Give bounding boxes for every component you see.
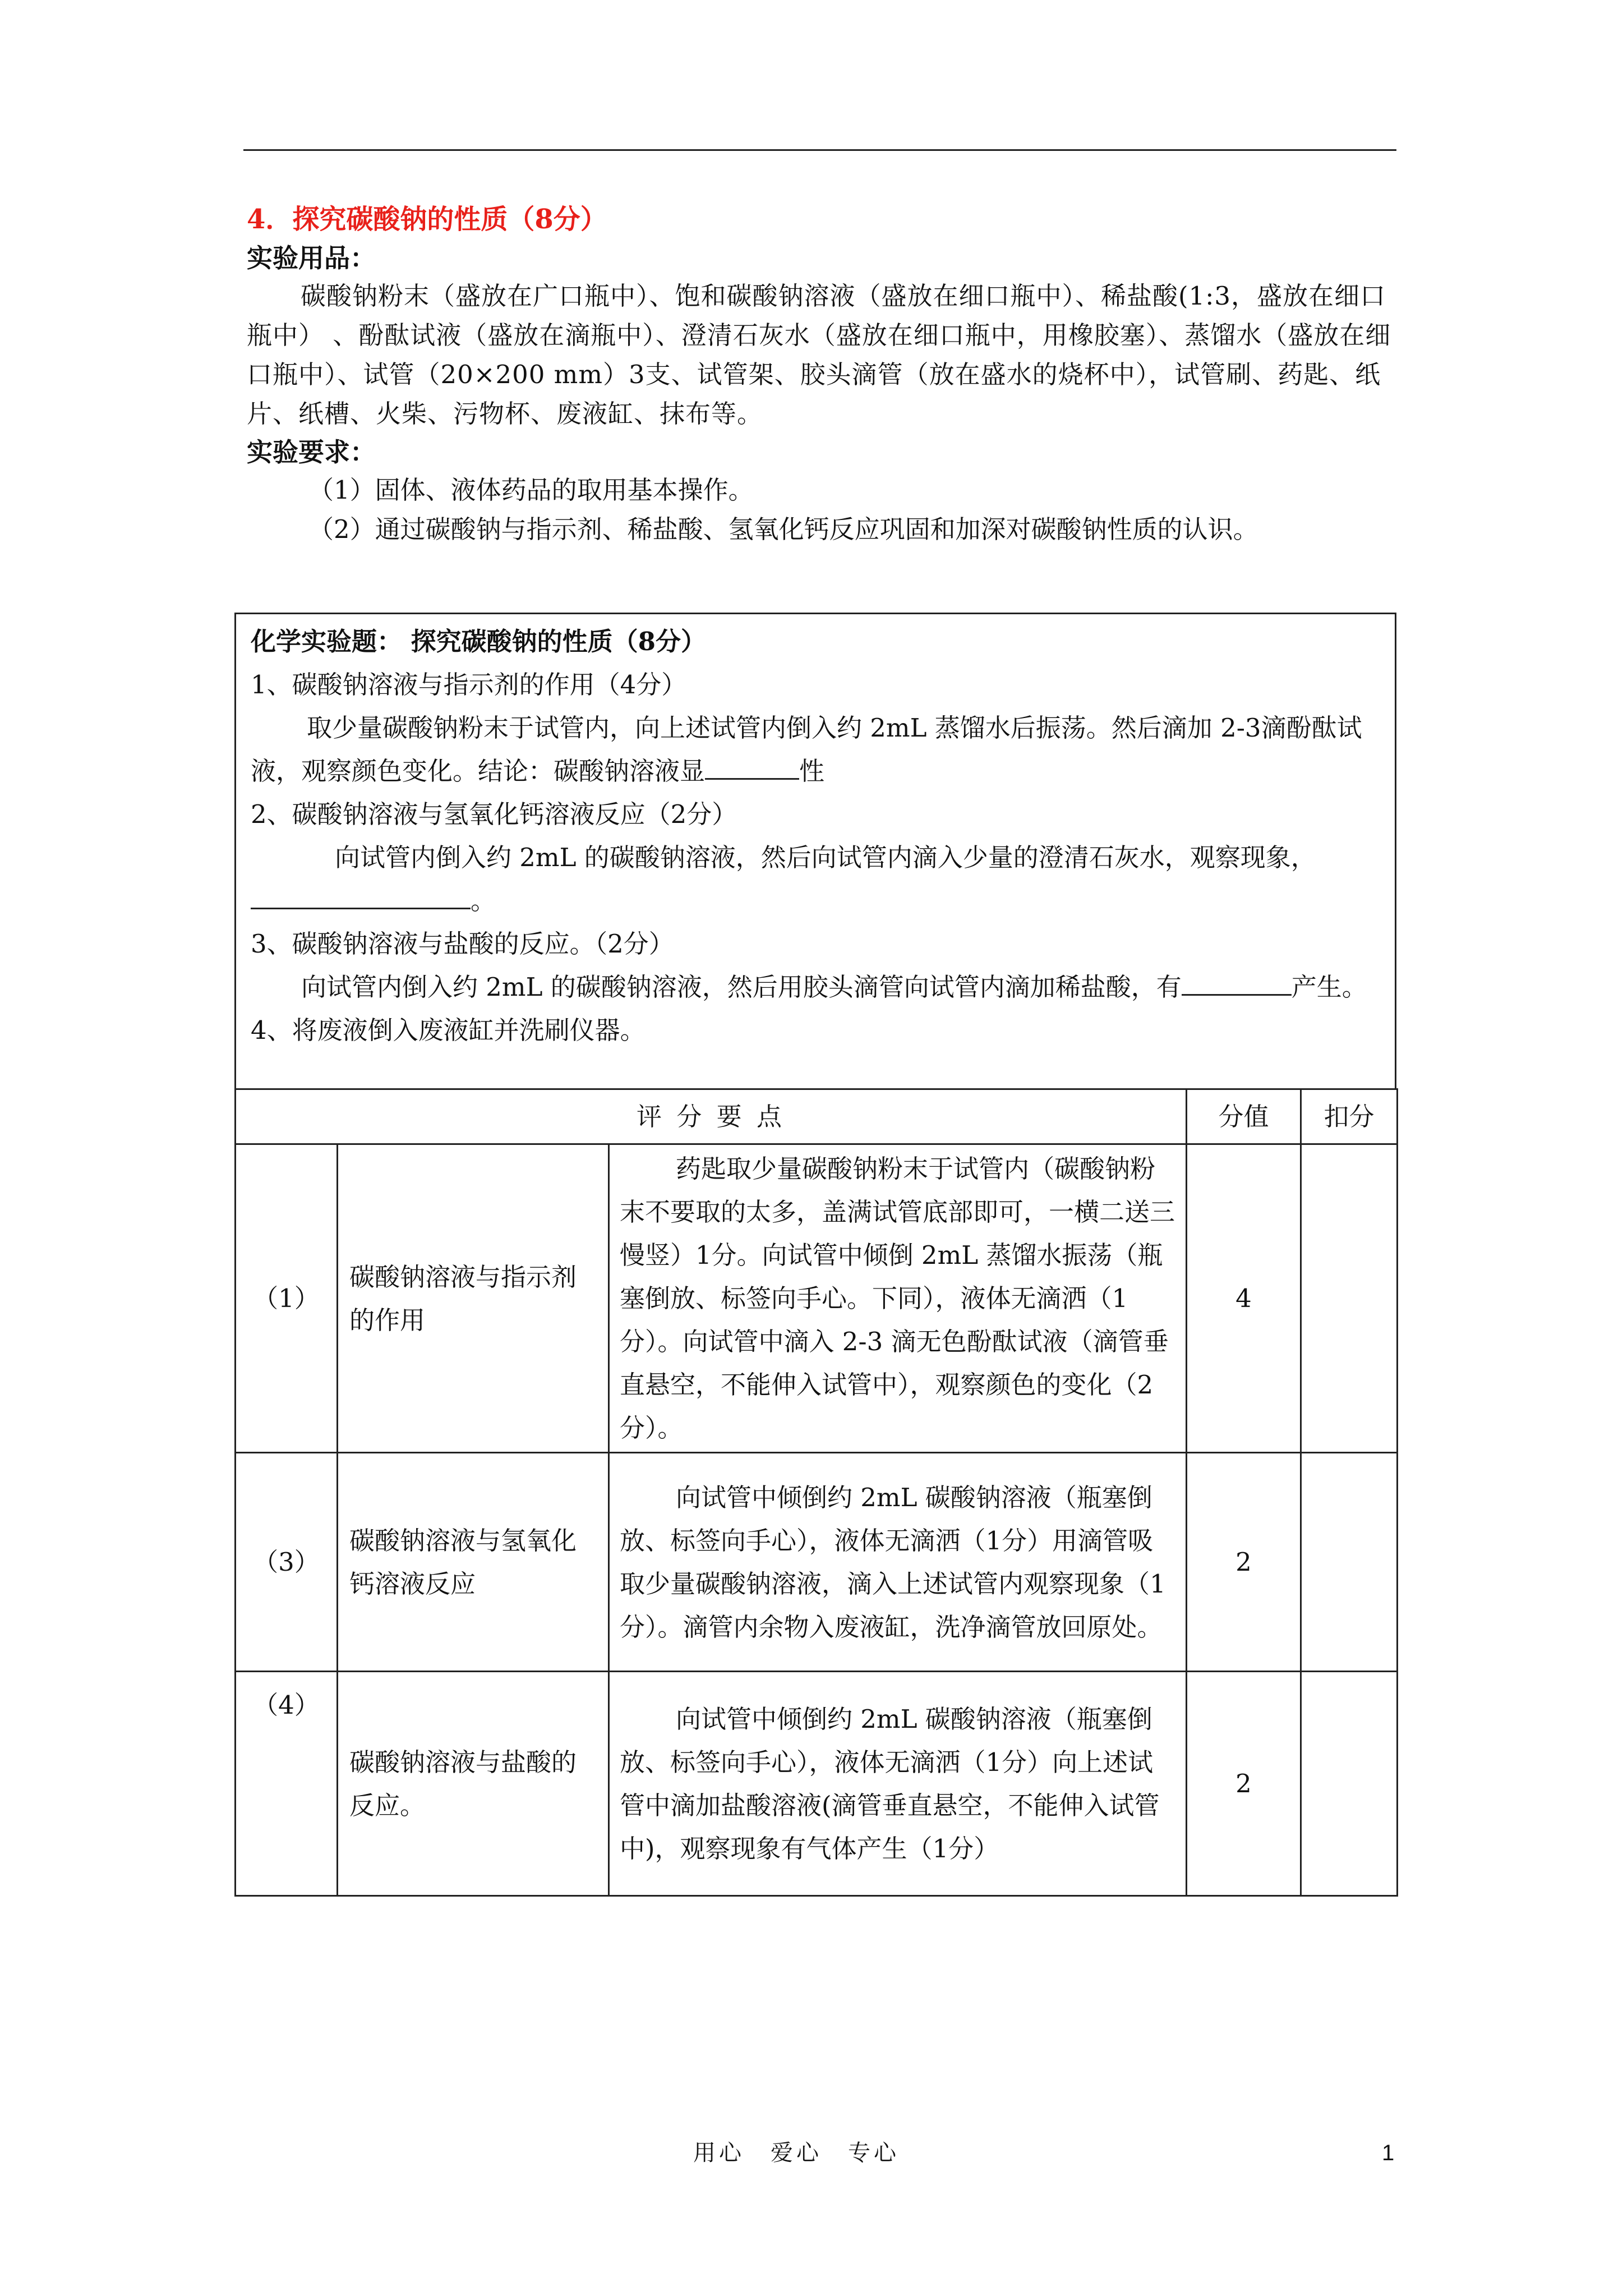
scoring-table	[234, 1088, 1398, 1897]
step1-text-line	[251, 706, 1384, 793]
step1-answer-blank[interactable]	[705, 754, 799, 780]
step2-text: 向试管内倒入约 2mL 的碳酸钠溶液，然后向试管内滴入少量的澄清石灰水，观察现象，	[335, 843, 1316, 872]
row-item: 碳酸钠溶液与氢氧化钙溶液反应	[338, 1453, 609, 1672]
row-number: （1）	[236, 1144, 338, 1453]
table-row	[236, 1672, 1398, 1896]
step3-answer-blank[interactable]	[1182, 970, 1292, 996]
step3-suffix: 产生。	[1291, 972, 1367, 1002]
step1-suffix: 性	[799, 756, 825, 786]
row-item: 碳酸钠溶液与盐酸的反应。	[338, 1672, 609, 1896]
step3-text-line	[251, 965, 1384, 1009]
step4-title: 4、将废液倒入废液缸并洗刷仪器。	[251, 1015, 645, 1045]
step3-text: 向试管内倒入约 2mL 的碳酸钠溶液，然后用胶头滴管向试管内滴加稀盐酸，有	[301, 972, 1182, 1002]
experiment-section	[247, 199, 1402, 549]
step2-suffix: 。	[471, 886, 496, 915]
row-value: 2	[1187, 1453, 1301, 1672]
task-title: 化学实验题： 探究碳酸钠的性质（8分）	[251, 627, 706, 656]
header-points: 评 分 要 点	[236, 1089, 1187, 1144]
row-deduct-cell[interactable]	[1301, 1453, 1398, 1672]
table-row	[236, 1453, 1398, 1672]
header-rule	[243, 149, 1396, 151]
step2-text-line	[251, 836, 1384, 922]
requirement-2: （2）通过碳酸钠与指示剂、稀盐酸、氢氧化钙反应巩固和加深对碳酸钠性质的认识。	[308, 514, 1258, 544]
row-description: 药匙取少量碳酸钠粉末于试管内（碳酸钠粉末不要取的太多，盖满试管底部即可，一横二送三慢竖）1分。向试管中倾倒 2mL 蒸馏水振荡（瓶塞倒放、标签向手心。下同），液体无滴洒（1分）。向试管中滴入 2-3 滴无色酚酞试液（滴管垂直悬空，不能伸入试管中），观察颜色的变化（2分）。	[609, 1144, 1187, 1453]
step2-answer-blank[interactable]	[251, 884, 471, 909]
materials-text: 碳酸钠粉末（盛放在广口瓶中）、饱和碳酸钠溶液（盛放在细口瓶中）、稀盐酸(1:3，盛放在细口瓶中） 、酚酞试液（盛放在滴瓶中）、澄清石灰水（盛放在细口瓶中，用橡胶塞）、蒸馏水（盛放在细口瓶中）、试管（20×200 mm）3支、试管架、胶头滴管（放在盛水的烧杯中），试管刷、药匙、纸片、纸槽、火柴、污物杯、废液缸、抹布等。	[247, 281, 1391, 429]
section-heading: 4．探究碳酸钠的性质（8分）	[247, 204, 607, 235]
step3-title: 3、碳酸钠溶液与盐酸的反应。（2分）	[251, 929, 674, 959]
row-value: 2	[1187, 1672, 1301, 1896]
table-row	[236, 1144, 1398, 1453]
row-deduct-cell[interactable]	[1301, 1144, 1398, 1453]
footer-motto: 用心 爱心 专心	[693, 2140, 900, 2166]
row-deduct-cell[interactable]	[1301, 1672, 1398, 1896]
header-value: 分值	[1187, 1089, 1301, 1144]
row-item: 碳酸钠溶液与指示剂的作用	[338, 1144, 609, 1453]
requirements-label: 实验要求：	[247, 437, 376, 467]
row-description: 向试管中倾倒约 2mL 碳酸钠溶液（瓶塞倒放、标签向手心），液体无滴洒（1分）用滴管吸取少量碳酸钠溶液，滴入上述试管内观察现象（1分）。滴管内余物入废液缸，洗净滴管放回原处。	[609, 1453, 1187, 1672]
step1-text: 取少量碳酸钠粉末于试管内，向上述试管内倒入约 2mL 蒸馏水后振荡。然后滴加 2-3滴酚酞试液，观察颜色变化。结论：碳酸钠溶液显	[251, 713, 1362, 786]
materials-label: 实验用品：	[247, 243, 376, 273]
row-value: 4	[1187, 1144, 1301, 1453]
task-box	[234, 613, 1396, 1088]
row-number: （4）	[236, 1672, 338, 1896]
step1-title: 1、碳酸钠溶液与指示剂的作用（4分）	[251, 670, 687, 700]
step2-title: 2、碳酸钠溶液与氢氧化钙溶液反应（2分）	[251, 799, 737, 829]
page-number: 1	[1382, 2141, 1395, 2165]
row-description: 向试管中倾倒约 2mL 碳酸钠溶液（瓶塞倒放、标签向手心），液体无滴洒（1分）向上述试管中滴加盐酸溶液(滴管垂直悬空，不能伸入试管中)，观察现象有气体产生（1分）	[609, 1672, 1187, 1896]
header-deduct: 扣分	[1301, 1089, 1398, 1144]
row-number: （3）	[236, 1453, 338, 1672]
requirement-1: （1）固体、液体药品的取用基本操作。	[308, 475, 754, 505]
table-header-row	[236, 1089, 1398, 1144]
